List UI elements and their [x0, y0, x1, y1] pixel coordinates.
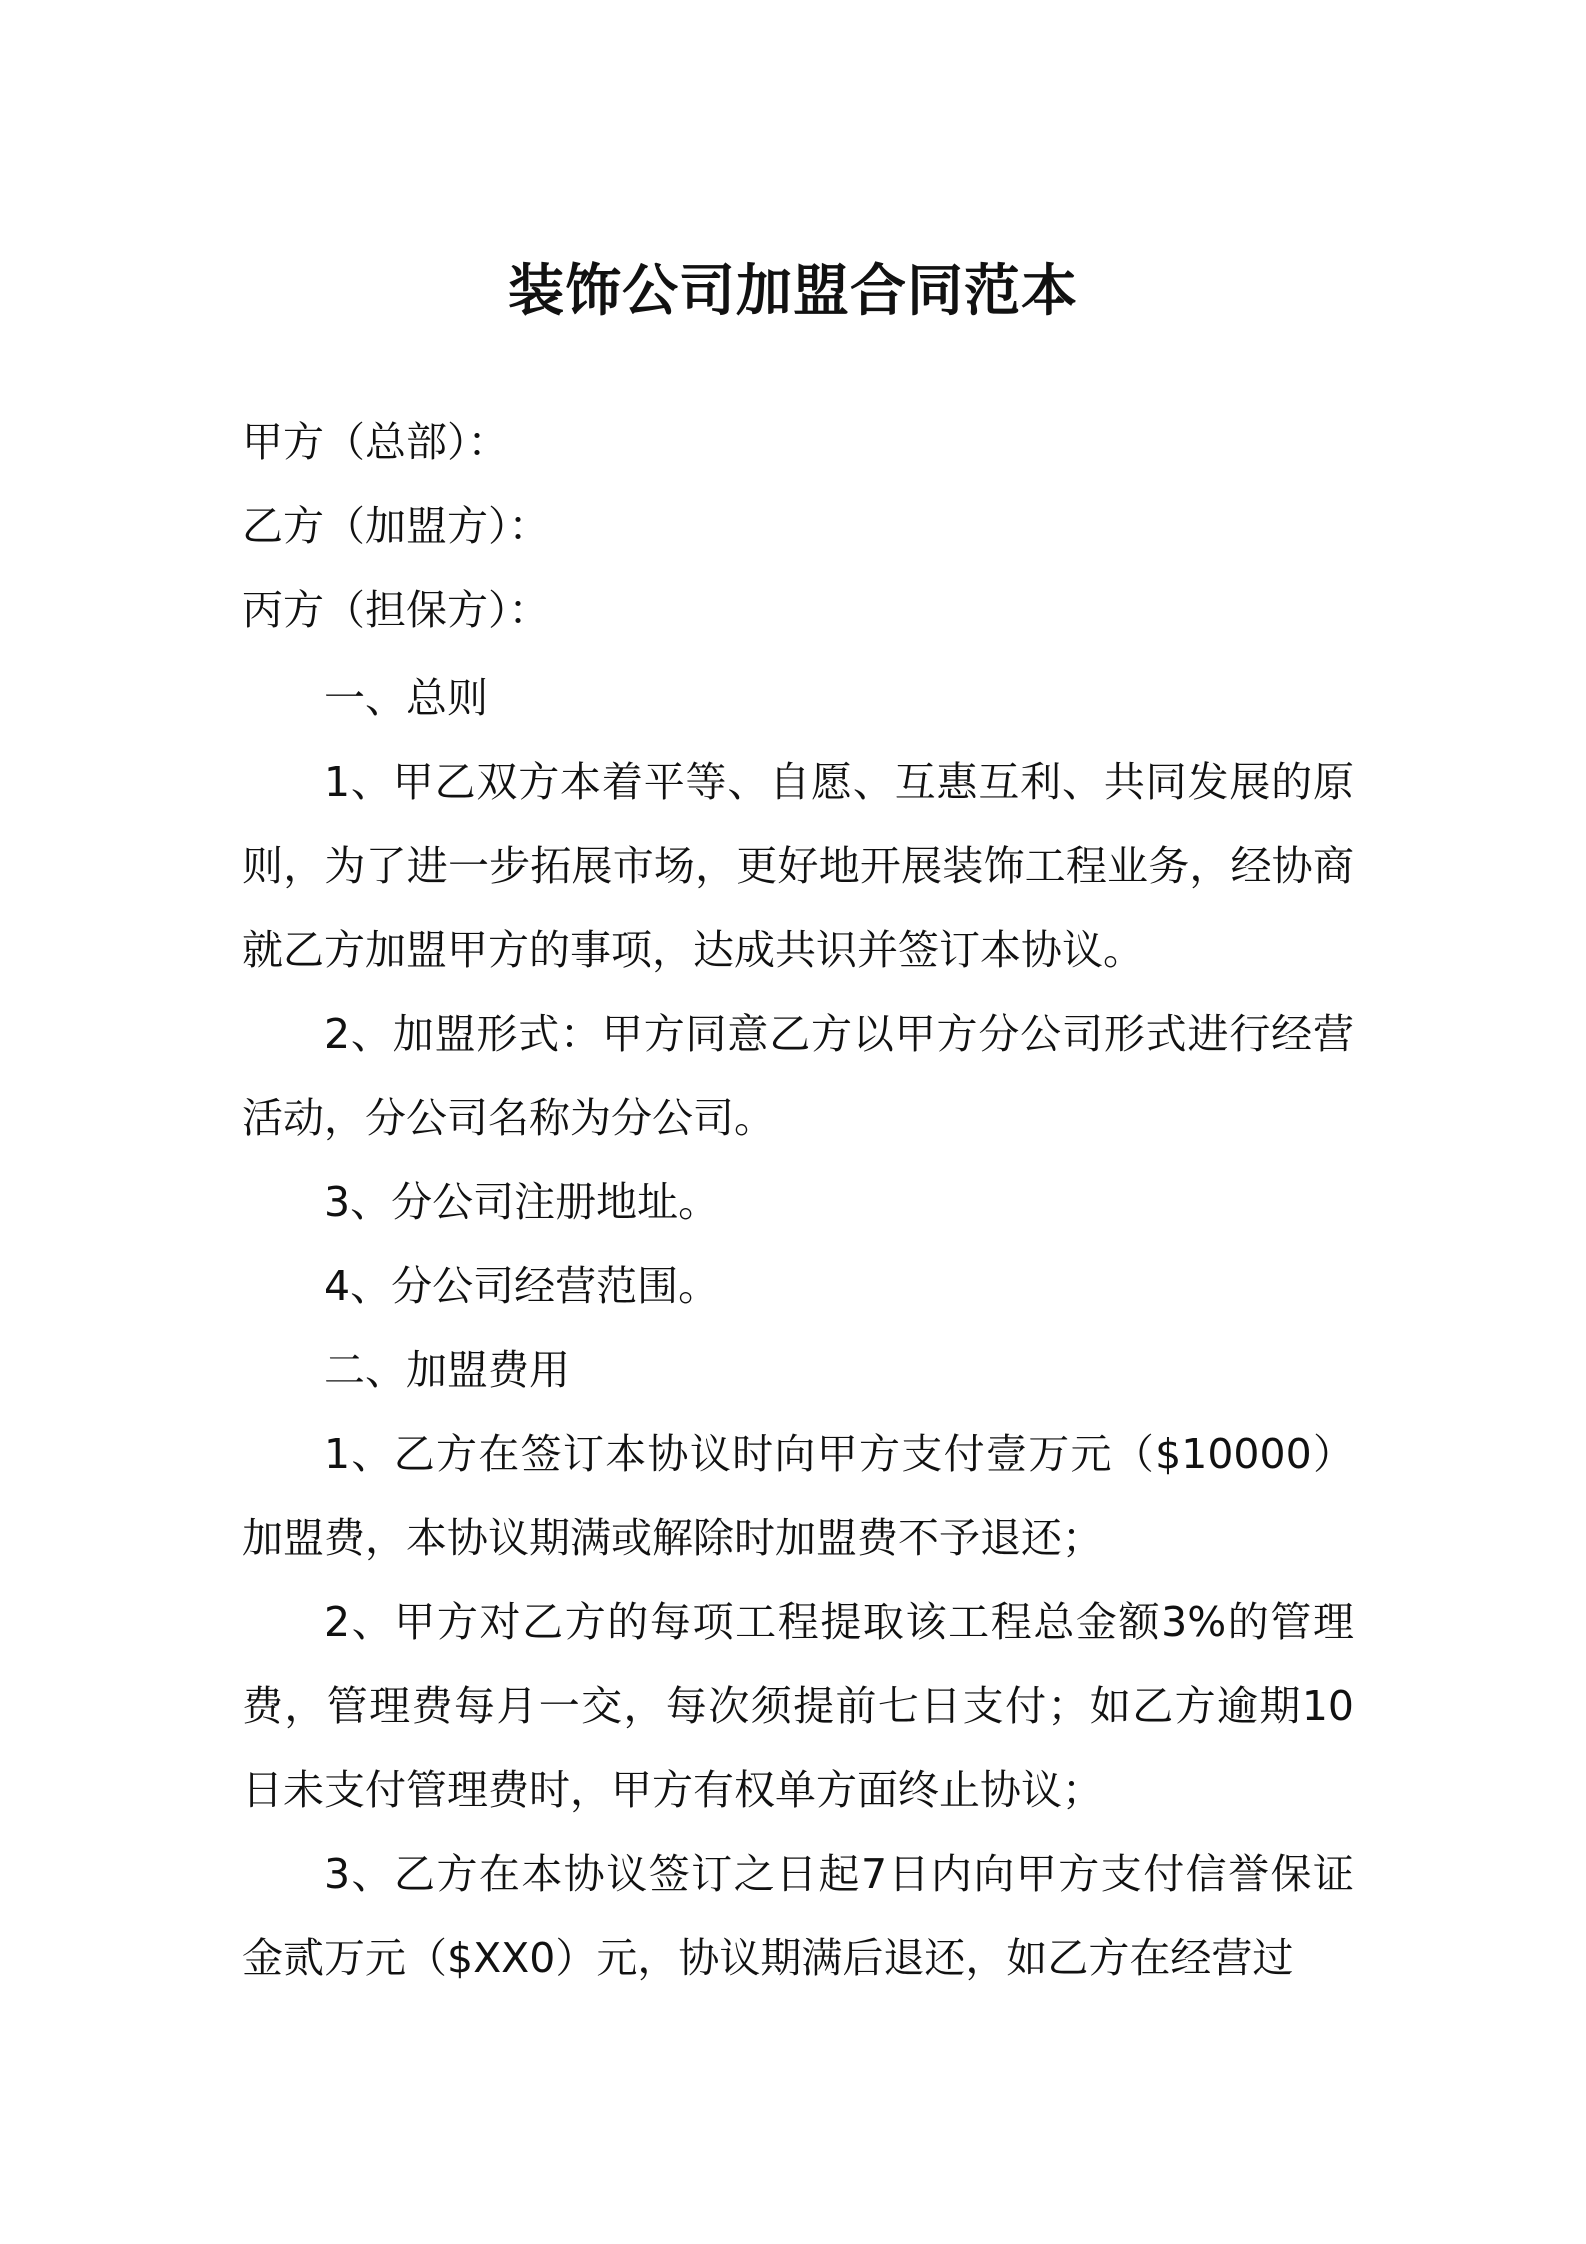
party-b-line: 乙方（加盟方）：: [242, 502, 550, 550]
clause-1-2: 2、加盟形式：甲方同意乙方以甲方分公司形式进行经营活动，分公司名称为分公司。: [242, 1010, 1354, 1142]
party-c-line: 丙方（担保方）：: [242, 586, 550, 634]
section-heading-fees: 二、加盟费用: [324, 1346, 570, 1394]
clause-1-3: 3、分公司注册地址。: [324, 1178, 720, 1226]
clause-2-1: 1、乙方在签订本协议时向甲方支付壹万元（$10000）加盟费，本协议期满或解除时加盟费不予退还；: [242, 1430, 1354, 1562]
section-heading-general: 一、总则: [324, 674, 488, 722]
clause-2-3: 3、乙方在本协议签订之日起7日内向甲方支付信誉保证金贰万元（$XX0）元，协议期满后退还，如乙方在经营过: [242, 1850, 1354, 1982]
clause-2-2: 2、甲方对乙方的每项工程提取该工程总金额3%的管理费，管理费每月一交，每次须提前七日支付；如乙方逾期10日未支付管理费时，甲方有权单方面终止协议；: [242, 1598, 1354, 1814]
document-title: 装饰公司加盟合同范本: [508, 259, 1078, 324]
clause-1-4: 4、分公司经营范围。: [324, 1262, 720, 1310]
contract-body: [242, 656, 1354, 2000]
clause-1-1: 1、甲乙双方本着平等、自愿、互惠互利、共同发展的原则，为了进一步拓展市场，更好地开展装饰工程业务，经协商就乙方加盟甲方的事项，达成共识并签订本协议。: [242, 758, 1354, 974]
party-a-line: 甲方（总部）：: [242, 418, 509, 466]
